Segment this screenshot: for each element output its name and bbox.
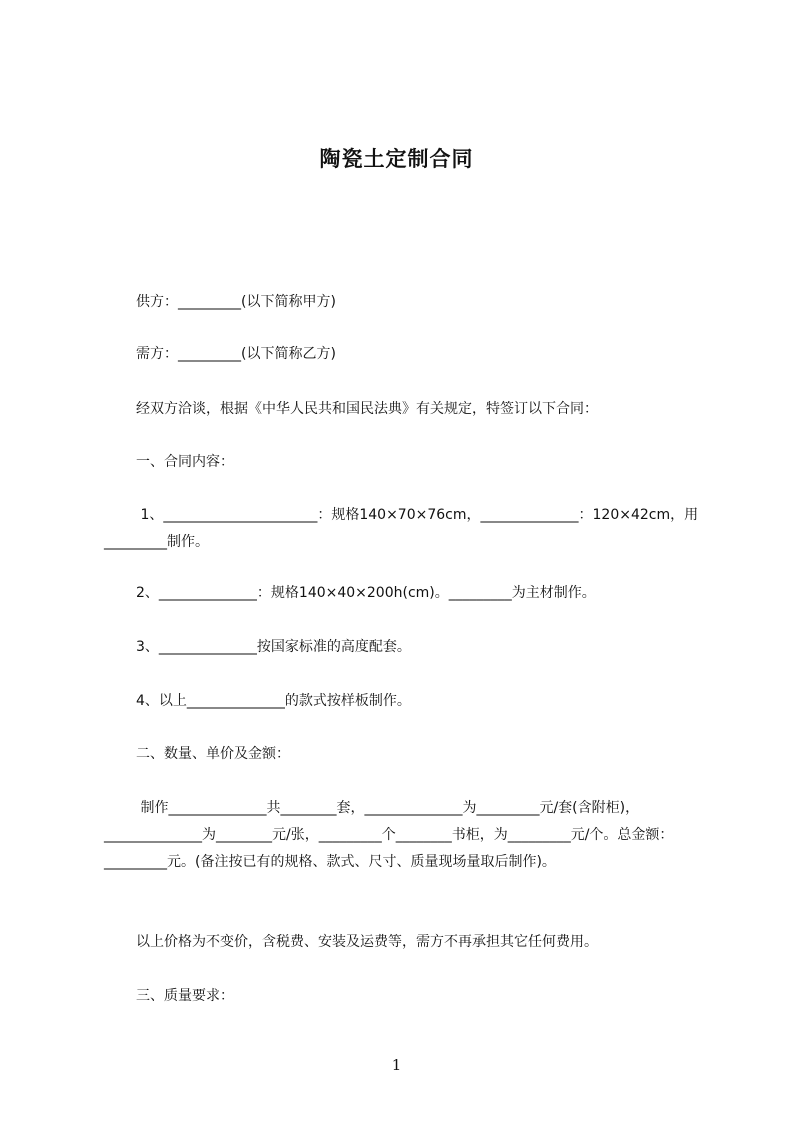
section-heading-quantity-price: 二、数量、单价及金额： (136, 746, 290, 762)
clause-item-1: 1、______________________：规格140×70×76cm，______________：120×42cm，用_________制作。 (104, 507, 699, 550)
page-number: 1 (391, 1056, 402, 1074)
section-heading-quality: 三、质量要求： (136, 988, 234, 1004)
supplier-line: 供方：_________(以下简称甲方) (136, 294, 336, 310)
clause-item-3: 3、______________按国家标准的高度配套。 (136, 639, 411, 655)
page-title: 陶瓷土定制合同 (319, 147, 474, 171)
buyer-line: 需方：_________(以下简称乙方) (136, 346, 336, 362)
clause-item-4: 4、以上______________的款式按样板制作。 (136, 693, 411, 709)
section-heading-contract-content: 一、合同内容： (136, 454, 234, 470)
clause-item-2: 2、______________：规格140×40×200h(cm)。_________为主材制作。 (136, 585, 596, 601)
pricing-paragraph: 制作______________共________套，______________为_________元/套(含附柜)，______________为________元/张，_________个________书柜，为_________元/个。总金额：_________元。(备注按已有的规格、款式、尺寸、质量现场量取后制作)。 (104, 800, 674, 870)
fixed-price-note: 以上价格为不变价，含税费、安装及运费等，需方不再承担其它任何费用。 (136, 934, 598, 950)
preamble-paragraph: 经双方洽谈，根据《中华人民共和国民法典》有关规定，特签订以下合同： (136, 401, 598, 417)
